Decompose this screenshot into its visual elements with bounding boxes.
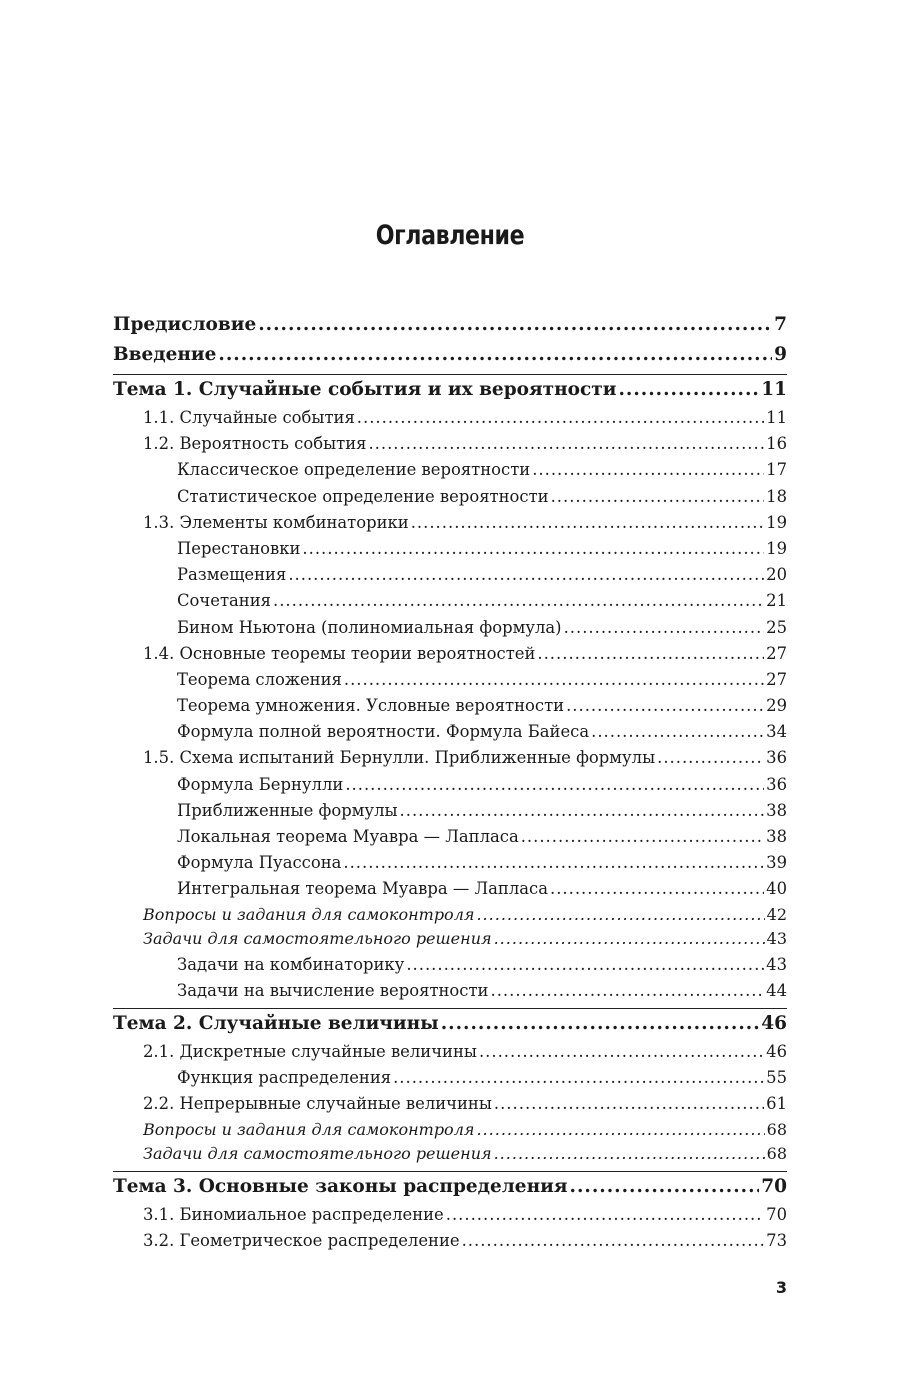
dot-leader (476, 1118, 764, 1143)
toc-entry-title: Теорема умножения. Условные вероятности (177, 696, 565, 716)
page-number: 3 (775, 1278, 787, 1297)
dot-leader (551, 484, 765, 510)
dot-leader (462, 1228, 765, 1254)
table-of-contents (113, 310, 787, 1254)
toc-entry[interactable] (113, 615, 787, 641)
toc-entry-page: 27 (766, 669, 787, 689)
toc-entry[interactable] (113, 588, 787, 614)
dot-leader (591, 719, 764, 745)
toc-entry[interactable] (113, 850, 787, 876)
dot-leader (564, 615, 765, 641)
dot-leader (258, 310, 772, 340)
toc-entry-title: 1.5. Схема испытаний Бернулли. Приближенные формулы (143, 748, 656, 768)
toc-entry-page: 9 (774, 344, 787, 365)
toc-entry-title: Задачи для самостоятельного решения (143, 1144, 492, 1163)
toc-entry[interactable] (113, 876, 787, 902)
dot-leader (550, 876, 764, 902)
toc-entry-page: 21 (766, 591, 787, 611)
toc-entry[interactable] (113, 1091, 787, 1117)
toc-entry[interactable] (113, 510, 787, 536)
toc-entry-title: 1.1. Случайные события (143, 408, 355, 427)
dot-leader (345, 772, 764, 798)
dot-leader (657, 745, 764, 771)
toc-entry-page: 16 (766, 434, 787, 454)
dot-leader (479, 1039, 764, 1065)
toc-entry-title: Тема 2. Случайные величины (113, 1012, 439, 1034)
page-title: Оглавление (375, 220, 525, 251)
toc-entry-title: Размещения (177, 565, 287, 585)
toc-entry[interactable] (113, 641, 787, 667)
toc-entry[interactable] (113, 719, 787, 745)
dot-leader (393, 1065, 764, 1091)
toc-entry-title: Введение (113, 344, 217, 365)
toc-entry-page: 70 (766, 1204, 787, 1224)
toc-entry[interactable] (113, 484, 787, 510)
toc-entry[interactable] (113, 667, 787, 693)
toc-entry-title: Тема 1. Случайные события и их вероятности (113, 379, 617, 400)
toc-entry[interactable] (113, 1202, 787, 1228)
toc-entry[interactable] (113, 374, 787, 405)
toc-entry-page: 73 (766, 1230, 787, 1250)
toc-entry-page: 68 (766, 1144, 787, 1163)
toc-entry[interactable] (113, 431, 787, 457)
toc-entry-title: Классическое определение вероятности (177, 460, 531, 480)
toc-entry-title: 3.1. Биномиальное распределение (143, 1204, 444, 1224)
toc-entry-page: 39 (766, 853, 787, 873)
toc-entry-title: Формула Бернулли (177, 774, 344, 794)
toc-entry-page: 42 (766, 904, 787, 924)
toc-entry-page: 17 (766, 460, 787, 480)
dot-leader (618, 375, 759, 405)
dot-leader (476, 903, 764, 928)
toc-entry-page: 68 (766, 1119, 787, 1139)
toc-entry-title: 2.2. Непрерывные случайные величины (143, 1094, 492, 1114)
toc-entry-title: 1.3. Элементы комбинаторики (143, 512, 409, 532)
toc-entry[interactable] (113, 1118, 787, 1143)
toc-entry-title: Статистическое определение вероятности (177, 486, 549, 506)
toc-entry[interactable] (113, 745, 787, 771)
dot-leader (521, 824, 764, 850)
toc-entry-page: 36 (766, 774, 787, 794)
toc-entry-title: Приближенные формулы (177, 800, 398, 820)
toc-entry-page: 61 (766, 1094, 787, 1114)
toc-entry-title: Вопросы и задания для самоконтроля (143, 1119, 475, 1139)
dot-leader (494, 927, 765, 952)
toc-entry-title: 2.1. Дискретные случайные величины (143, 1041, 477, 1061)
toc-entry-page: 29 (766, 696, 787, 716)
toc-entry-title: 1.4. Основные теоремы теории вероятностей (143, 643, 536, 663)
dot-leader (490, 978, 764, 1004)
toc-entry-page: 34 (766, 722, 787, 742)
dot-leader (494, 1142, 765, 1167)
toc-entry-title: Интегральная теорема Муавра — Лапласа (177, 879, 548, 899)
dot-leader (406, 952, 764, 978)
toc-entry[interactable] (113, 340, 787, 370)
toc-entry-title: Локальная теорема Муавра — Лапласа (177, 827, 519, 846)
toc-entry-title: Задачи на комбинаторику (177, 954, 405, 974)
toc-entry[interactable] (113, 1039, 787, 1065)
toc-entry[interactable] (113, 310, 787, 340)
toc-entry-page: 11 (766, 408, 787, 427)
toc-entry-page: 19 (766, 512, 787, 532)
toc-entry-title: Бином Ньютона (полиномиальная формула) (177, 617, 562, 637)
toc-entry[interactable] (113, 772, 787, 798)
toc-entry[interactable] (113, 1171, 787, 1202)
toc-entry-page: 27 (766, 643, 787, 663)
toc-entry[interactable] (113, 798, 787, 824)
toc-entry-title: Задачи для самостоятельного решения (143, 929, 492, 949)
toc-entry-page: 44 (766, 980, 787, 1000)
dot-leader (411, 510, 764, 536)
toc-entry-page: 46 (766, 1041, 787, 1061)
toc-entry-page: 40 (766, 879, 787, 899)
toc-entry-title: Задачи на вычисление вероятности (177, 980, 489, 1000)
toc-entry-title: 3.2. Геометрическое распределение (143, 1230, 460, 1250)
toc-entry-page: 19 (766, 538, 787, 558)
toc-entry-page: 43 (766, 929, 787, 949)
toc-entry[interactable] (113, 405, 787, 431)
toc-entry[interactable] (113, 562, 787, 588)
toc-entry-page: 11 (761, 379, 787, 400)
dot-leader (343, 850, 764, 876)
dot-leader (537, 641, 764, 667)
toc-entry[interactable] (113, 978, 787, 1004)
toc-entry-title: Формула полной вероятности. Формула Байеса (177, 722, 590, 742)
dot-leader (494, 1091, 764, 1117)
dot-leader (368, 431, 764, 457)
toc-entry-page: 20 (766, 565, 787, 585)
dot-leader (566, 693, 764, 719)
toc-entry-page: 7 (774, 314, 787, 335)
toc-entry-title: Теорема сложения (177, 669, 342, 689)
toc-entry[interactable] (113, 952, 787, 978)
dot-leader (344, 667, 764, 693)
dot-leader (532, 457, 764, 483)
toc-entry-page: 18 (766, 486, 787, 506)
toc-entry-title: Тема 3. Основные законы распределения (113, 1175, 568, 1197)
toc-entry[interactable] (113, 1228, 787, 1254)
toc-entry-page: 38 (766, 800, 787, 820)
toc-entry-page: 55 (766, 1068, 787, 1088)
dot-leader (273, 588, 764, 614)
toc-entry-page: 25 (766, 617, 787, 637)
toc-entry-title: 1.2. Вероятность события (143, 434, 367, 454)
toc-entry[interactable] (113, 1142, 787, 1167)
toc-entry[interactable] (113, 903, 787, 928)
dot-leader (218, 340, 772, 370)
toc-entry-title: Формула Пуассона (177, 853, 342, 873)
toc-entry-title: Предисловие (113, 314, 257, 335)
dot-leader (441, 1009, 760, 1039)
toc-entry[interactable] (113, 1065, 787, 1091)
toc-entry-title: Перестановки (177, 538, 301, 558)
dot-leader (288, 562, 764, 588)
toc-entry[interactable] (113, 457, 787, 483)
toc-entry[interactable] (113, 693, 787, 719)
toc-entry[interactable] (113, 824, 787, 850)
dot-leader (400, 798, 765, 824)
toc-entry-page: 38 (766, 827, 787, 846)
toc-entry-title: Сочетания (177, 591, 271, 611)
toc-entry[interactable] (113, 927, 787, 952)
toc-entry[interactable] (113, 1008, 787, 1039)
toc-entry-page: 70 (761, 1175, 787, 1197)
toc-entry-title: Функция распределения (177, 1068, 392, 1088)
toc-entry-title: Вопросы и задания для самоконтроля (143, 904, 475, 924)
toc-entry-page: 43 (766, 954, 787, 974)
dot-leader (570, 1172, 760, 1202)
toc-entry-page: 36 (766, 748, 787, 768)
dot-leader (446, 1202, 764, 1228)
toc-entry-page: 46 (761, 1012, 787, 1034)
dot-leader (302, 536, 764, 562)
toc-entry[interactable] (113, 536, 787, 562)
dot-leader (357, 405, 764, 431)
